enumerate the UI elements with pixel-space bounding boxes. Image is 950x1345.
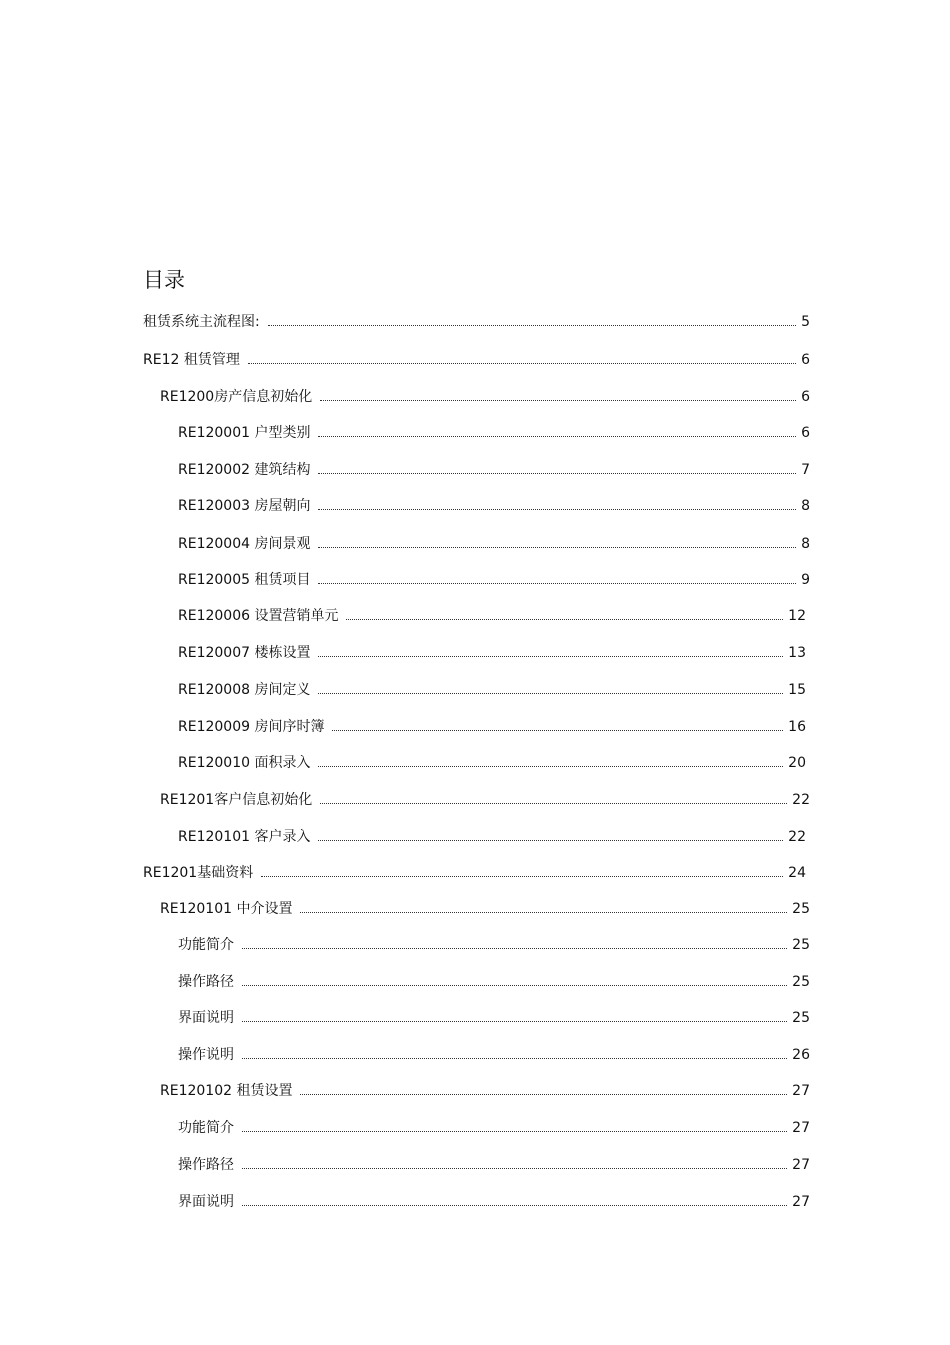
toc-dot-leader xyxy=(318,473,796,474)
toc-dot-leader xyxy=(318,766,783,767)
toc-entry[interactable] xyxy=(160,788,810,810)
toc-entry-label: 功能简介 xyxy=(178,937,234,953)
toc-dot-leader xyxy=(346,619,783,620)
toc-entry-page-number: 8 xyxy=(801,536,810,552)
toc-dot-leader xyxy=(318,693,783,694)
toc-entry-label: 界面说明 xyxy=(178,1194,234,1210)
toc-dot-leader xyxy=(242,985,787,986)
toc-entry-label: RE12 租赁管理 xyxy=(143,352,240,368)
toc-entry[interactable] xyxy=(178,568,810,590)
toc-dot-leader xyxy=(242,1168,787,1169)
toc-entry-label: 操作路径 xyxy=(178,1157,234,1173)
toc-entry-label: RE120008 房间定义 xyxy=(178,682,311,698)
toc-entry-page-number: 9 xyxy=(801,572,810,588)
toc-entry-label: RE1201客户信息初始化 xyxy=(160,792,313,808)
toc-entry-label: RE1200房产信息初始化 xyxy=(160,389,313,405)
toc-dot-leader xyxy=(242,948,787,949)
toc-entry-page-number: 24 xyxy=(788,865,806,881)
toc-entry-page-number: 13 xyxy=(788,645,806,661)
toc-entry[interactable] xyxy=(178,715,806,737)
toc-entry[interactable] xyxy=(178,678,806,700)
toc-entry-page-number: 15 xyxy=(788,682,806,698)
toc-dot-leader xyxy=(318,436,796,437)
toc-entry-label: RE120001 户型类别 xyxy=(178,425,311,441)
toc-entry[interactable] xyxy=(160,1079,810,1101)
toc-entry-page-number: 25 xyxy=(792,937,810,953)
toc-dot-leader xyxy=(242,1205,787,1206)
toc-entry[interactable] xyxy=(178,458,810,480)
toc-dot-leader xyxy=(261,876,783,877)
toc-title: 目录 xyxy=(143,268,185,292)
toc-entry-label: RE120009 房间序时簿 xyxy=(178,719,325,735)
toc-entry-label: RE120101 中介设置 xyxy=(160,901,293,917)
toc-entry-label: RE120005 租赁项目 xyxy=(178,572,311,588)
toc-entry[interactable] xyxy=(178,1006,810,1028)
toc-entry[interactable] xyxy=(160,897,810,919)
toc-entry-page-number: 25 xyxy=(792,974,810,990)
toc-entry-label: 租赁系统主流程图: xyxy=(143,314,260,330)
toc-entry-label: RE120007 楼栋设置 xyxy=(178,645,311,661)
toc-entry-label: RE120002 建筑结构 xyxy=(178,462,311,478)
toc-dot-leader xyxy=(300,912,787,913)
toc-entry-page-number: 6 xyxy=(801,389,810,405)
toc-entry-page-number: 16 xyxy=(788,719,806,735)
toc-entry-label: RE120101 客户录入 xyxy=(178,829,311,845)
toc-entry-page-number: 7 xyxy=(801,462,810,478)
toc-dot-leader xyxy=(318,840,783,841)
toc-entry-page-number: 26 xyxy=(792,1047,810,1063)
toc-entry[interactable] xyxy=(178,933,810,955)
toc-entry[interactable] xyxy=(178,1043,810,1065)
toc-entry-label: RE120006 设置营销单元 xyxy=(178,608,339,624)
toc-dot-leader xyxy=(320,803,787,804)
toc-entry[interactable] xyxy=(178,825,806,847)
toc-entry-page-number: 22 xyxy=(788,829,806,845)
toc-entry-page-number: 20 xyxy=(788,755,806,771)
toc-entry-page-number: 25 xyxy=(792,901,810,917)
toc-entry-page-number: 22 xyxy=(792,792,810,808)
toc-entry-label: RE1201基础资料 xyxy=(143,865,254,881)
toc-entry-label: RE120102 租赁设置 xyxy=(160,1083,293,1099)
toc-entry-page-number: 27 xyxy=(792,1120,810,1136)
toc-entry[interactable] xyxy=(178,494,810,516)
toc-entry[interactable] xyxy=(178,421,810,443)
toc-dot-leader xyxy=(242,1131,787,1132)
toc-entry[interactable] xyxy=(178,751,806,773)
toc-entry-page-number: 5 xyxy=(801,314,810,330)
toc-entry-label: RE120003 房屋朝向 xyxy=(178,498,311,514)
toc-entry-label: RE120004 房间景观 xyxy=(178,536,311,552)
toc-entry-label: 操作说明 xyxy=(178,1047,234,1063)
toc-dot-leader xyxy=(318,509,796,510)
toc-entry-page-number: 25 xyxy=(792,1010,810,1026)
toc-entry-page-number: 12 xyxy=(788,608,806,624)
toc-entry[interactable] xyxy=(160,385,810,407)
toc-dot-leader xyxy=(242,1021,787,1022)
toc-entry-page-number: 8 xyxy=(801,498,810,514)
toc-entry[interactable] xyxy=(178,532,810,554)
toc-entry[interactable] xyxy=(143,861,806,883)
toc-entry-label: 界面说明 xyxy=(178,1010,234,1026)
toc-entry[interactable] xyxy=(143,348,810,370)
toc-entry[interactable] xyxy=(143,310,810,332)
toc-entry-page-number: 27 xyxy=(792,1157,810,1173)
toc-dot-leader xyxy=(318,583,796,584)
toc-entry-label: 功能简介 xyxy=(178,1120,234,1136)
toc-dot-leader xyxy=(242,1058,787,1059)
toc-dot-leader xyxy=(318,656,783,657)
toc-dot-leader xyxy=(248,363,796,364)
toc-entry-label: 操作路径 xyxy=(178,974,234,990)
toc-dot-leader xyxy=(332,730,783,731)
toc-entry-label: RE120010 面积录入 xyxy=(178,755,311,771)
toc-entry-page-number: 6 xyxy=(801,425,810,441)
toc-entry[interactable] xyxy=(178,1153,810,1175)
toc-entry[interactable] xyxy=(178,970,810,992)
toc-entry-page-number: 27 xyxy=(792,1194,810,1210)
toc-entry[interactable] xyxy=(178,604,806,626)
toc-entry[interactable] xyxy=(178,641,806,663)
toc-entry-page-number: 27 xyxy=(792,1083,810,1099)
toc-dot-leader xyxy=(318,547,796,548)
toc-entry-page-number: 6 xyxy=(801,352,810,368)
toc-dot-leader xyxy=(268,325,796,326)
toc-entry[interactable] xyxy=(178,1190,810,1212)
toc-dot-leader xyxy=(320,400,796,401)
toc-dot-leader xyxy=(300,1094,787,1095)
toc-entry[interactable] xyxy=(178,1116,810,1138)
